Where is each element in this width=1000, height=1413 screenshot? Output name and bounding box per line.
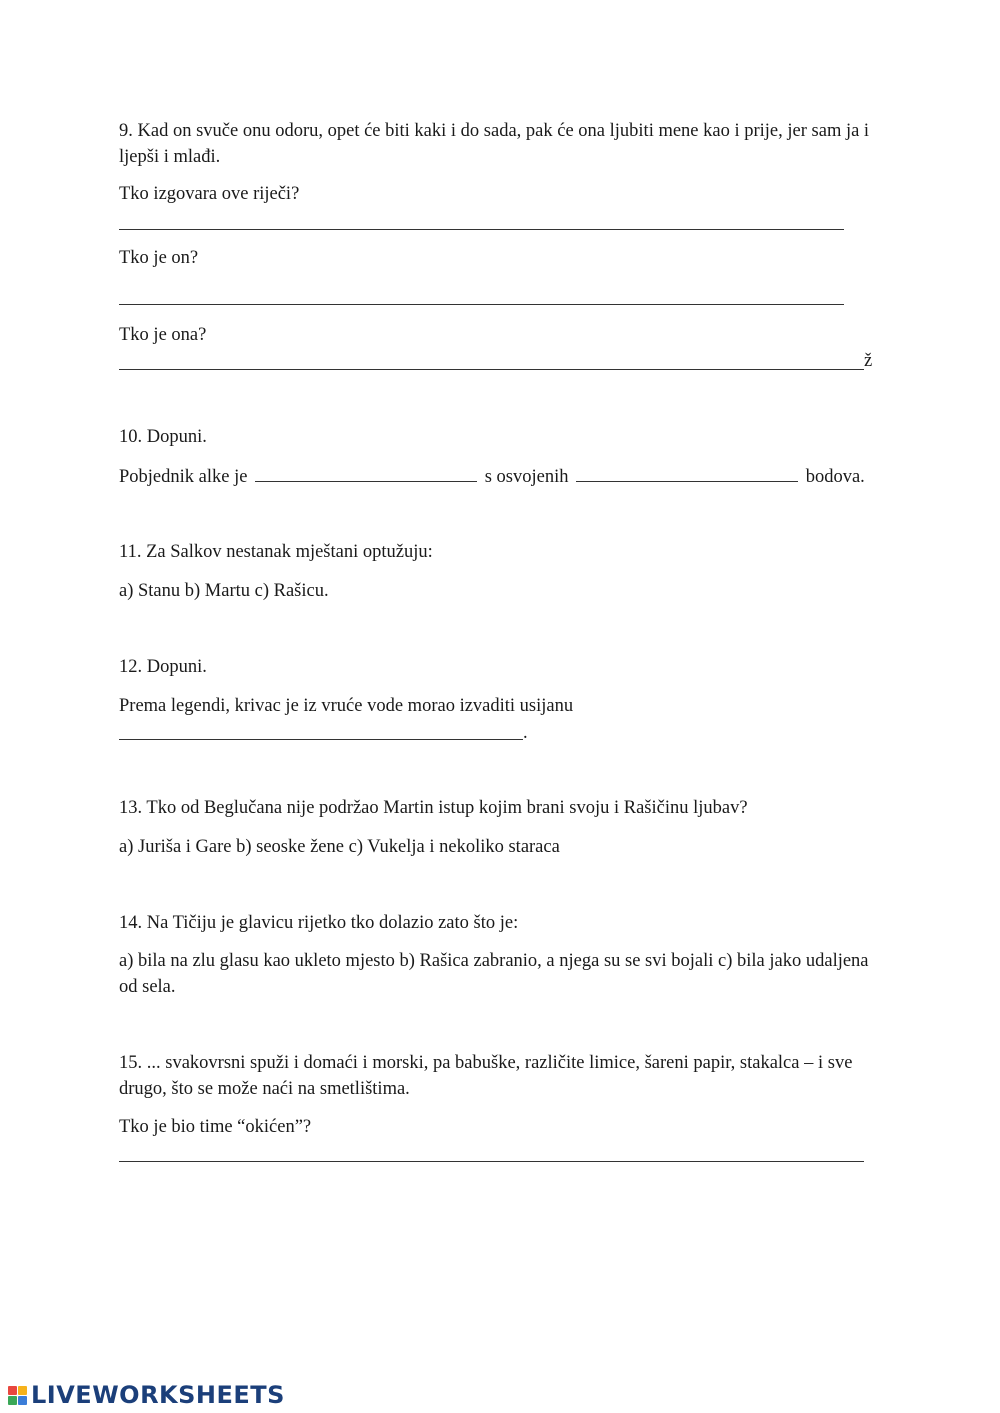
q10-post-text: bodova.	[805, 467, 865, 487]
answer-line-q9-2[interactable]	[119, 304, 844, 305]
q10-blank-winner[interactable]	[255, 463, 477, 482]
question-15-text: 15. ... svakovrsni spuži i domaći i morski, pa babuške, različite limice, šareni papir, stakalca – i sve drugo, što se može naći na smetlištima.	[119, 1053, 853, 1099]
question-9-ask-who-she: Tko je ona?	[119, 325, 207, 345]
logo-text: LIVEWORKSHEETS	[31, 1381, 285, 1409]
question-10-title: 10. Dopuni.	[119, 427, 207, 447]
liveworksheets-logo	[8, 1381, 285, 1409]
question-9-ask-who-he: Tko je on?	[119, 248, 199, 268]
answer-line-q15[interactable]	[119, 1161, 864, 1162]
stray-character: ž	[864, 351, 873, 371]
question-13-title: 13. Tko od Beglučana nije podržao Martin istup kojim brani svoju i Rašičinu ljubav?	[119, 798, 748, 818]
question-12-title: 12. Dopuni.	[119, 657, 207, 677]
question-11-options: a) Stanu b) Martu c) Rašicu.	[119, 581, 329, 601]
question-9-text: 9. Kad on svuče onu odoru, opet će biti kaki i do sada, pak će ona ljubiti mene kao i prije, jer sam ja i ljepši i mlađi.	[119, 121, 870, 167]
question-11-title: 11. Za Salkov nestanak mještani optužuju:	[119, 542, 433, 562]
answer-line-q9-3[interactable]	[119, 369, 864, 370]
q12-end-period: .	[523, 723, 528, 743]
q10-blank-points[interactable]	[576, 463, 798, 482]
q10-pre-text: Pobjednik alke je	[119, 467, 248, 487]
q10-mid-text: s osvojenih	[484, 467, 569, 487]
answer-line-q12[interactable]	[119, 739, 523, 740]
question-14-options: a) bila na zlu glasu kao ukleto mjesto b) Rašica zabranio, a njega su se svi bojali c) bila jako udaljena od sela.	[119, 951, 869, 997]
question-10-sentence	[119, 463, 865, 490]
question-9-ask-who-speaks: Tko izgovara ove riječi?	[119, 184, 300, 204]
question-14-title: 14. Na Tičiju je glavicu rijetko tko dolazio zato što je:	[119, 913, 519, 933]
answer-line-q9-1[interactable]	[119, 229, 844, 230]
logo-blocks-icon	[8, 1386, 27, 1405]
question-12-text: Prema legendi, krivac je iz vruće vode morao izvaditi usijanu	[119, 696, 574, 716]
question-13-options: a) Juriša i Gare b) seoske žene c) Vukelja i nekoliko staraca	[119, 837, 560, 857]
question-15-ask: Tko je bio time “okićen”?	[119, 1117, 312, 1137]
